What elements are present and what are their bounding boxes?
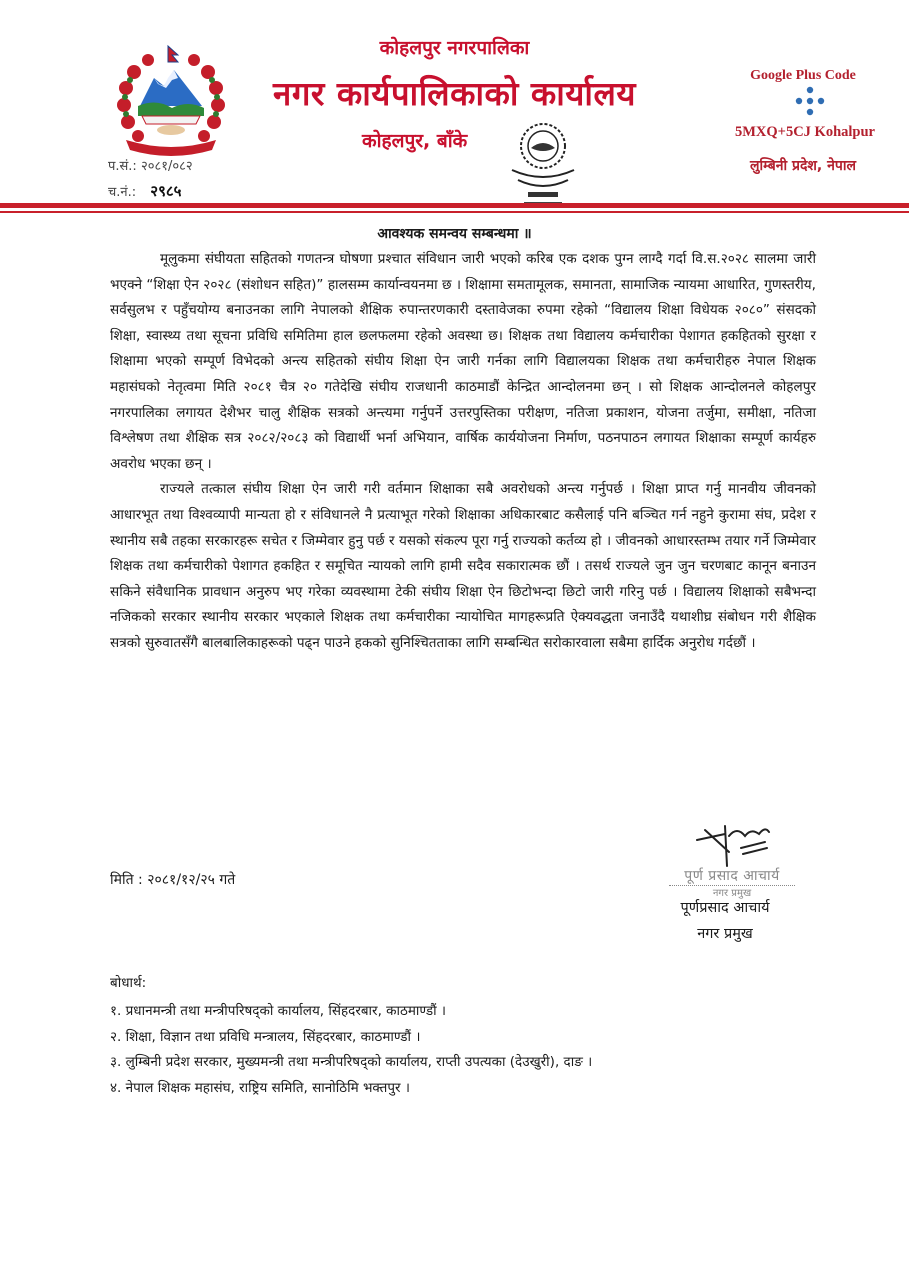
reference-label: प.सं.: xyxy=(108,159,137,174)
cc-label: बोधार्थ: xyxy=(110,975,147,991)
body-paragraph: मूलुकमा संघीयता सहितको गणतन्त्र घोषणा प्रश्चात संविधान जारी भएको करिब एक दशक पुग्न लाग्दै गर्दा वि.स.२०२८ सालमा जारी भएक्ने “शिक्षा ऐन २०२८ (संशोधन सहित)” हालसम्म कार्यान्वयनमा छ । शिक्षामा समतामूलक, समानता, सामाजिक न्यायमा आधारित, गुणस्तरीय, सर्वसुलभ र पहुँचयोग्य बनाउनका लागि नेपालको शैक्षिक रुपान्तरणकारी दस्तावेजका रुपमा रहेको “विद्यालय शिक्षा विधेयक २०८०” संसदको शिक्षा, स्वास्थ्य तथा सूचना प्रविधि समितिमा हाल छलफलमा रहेको अवस्था छ। शिक्षक तथा विद्यालय कर्मचारीका पेशागत हकहितको सुरक्षा र शिक्षामा भएको सम्पूर्ण विभेदको अन्त्य सहितको संघीय शिक्षा ऐन जारी गर्नका लागि विद्यालयका शिक्षक तथा कर्मचारीहरु नेपाल शिक्षक महासंघको नेतृत्वमा मिति २०८१ चैत्र २० गतेदेखि संघीय राजधानी काठमाडौं केन्द्रित आन्दोलनमा छन् । सो शिक्षक आन्दोलनले कोहलपुर नगरपालिका लगायत देशैभर चालु शैक्षिक सत्रको अन्त्यमा गर्नुपर्ने उत्तरपुस्तिका परीक्षण, नतिजा प्रकाशन, योजना तर्जुमा, समीक्षा, नतिजा विश्लेषण तथा शैक्षिक सत्र २०८२/२०८३ को विद्यार्थी भर्ना अभियान, वार्षिक कार्ययोजना निर्माण, पठनपाठन लगायत शिक्षाका सम्पूर्ण कार्यहरु अवरोध भएका छन् । xyxy=(110,251,816,472)
cc-item: ३. लुम्बिनी प्रदेश सरकार, मुख्यमन्त्री तथा मन्त्रीपरिषद्को कार्यालय, राप्ती उपत्यका (देउखुरी), दाङ । xyxy=(110,1054,593,1070)
dispatch-label: च.नं.: xyxy=(108,185,137,200)
stamp-title: नगर प्रमुख xyxy=(712,888,752,899)
letter-subject: आवश्यक समन्वय सम्बन्धमा ॥ xyxy=(377,226,532,242)
google-plus-code-label: Google Plus Code xyxy=(750,68,856,83)
body-paragraph: राज्यले तत्काल संघीय शिक्षा ऐन जारी गरी वर्तमान शिक्षाका सबै अवरोधको अन्त्य गर्नुपर्छ । शिक्षा प्राप्त गर्नु मानवीय जीवनको आधारभूत तथा विश्वव्यापी मान्यता हो र संविधानले नै प्रत्याभूत गरेको शिक्षाका अधिकारबाट कसैलाई पनि बञ्चित गर्न नहुने कुरामा संघ, प्रदेश र स्थानीय सबै तहका सरकारहरू सचेत र जिम्मेवार हुनु पर्छ र यसको संकल्प पूरा गर्नु राज्यको कर्तव्य हो । जीवनको आधारस्तम्भ तयार गर्ने जिम्मेवार शिक्षक तथा कर्मचारीको पेशागत हकहित र समूचित न्यायको लागि हामी सदैव सकारात्मक छौं । तसर्थ राज्यले जुन जुन चरणबाट कानून बनाउन सकिने संवैधानिक प्रावधान अनुरुप भए गरेका व्यवस्थामा टेकी संघीय शिक्षा ऐन छिटोभन्दा छिटो जारी गरिनु पर्छ । विद्यालय शिक्षाको सबैभन्दा नजिकको सरकार स्थानीय सरकार भएकाले शिक्षक तथा कर्मचारीका न्यायोचित मागहरूप्रति ऐक्यवद्धता जनाउँदै यथाशीघ्र संबोधन गरी शैक्षिक सत्रको सुरुवातसँगै बालबालिकाहरूको पढ्न पाउने हकको सुनिश्चितताका लागि सम्बन्धित सरोकारवाला सबैमा हार्दिक अनुरोध गर्दछौं । xyxy=(110,481,816,651)
reference-value: २०८१/०८२ xyxy=(140,159,193,174)
letter-date: मिति : २०८१/१२/२५ गते xyxy=(110,872,236,888)
dispatch-value: २९८५ xyxy=(150,182,182,200)
municipality-name: कोहलपुर नगरपालिका xyxy=(379,37,530,59)
office-seal xyxy=(498,118,588,214)
cc-item: २. शिक्षा, विज्ञान तथा प्रविधि मन्त्रालय, सिंहदरबार, काठमाण्डौं । xyxy=(110,1028,421,1045)
signer-name: पूर्णप्रसाद आचार्य xyxy=(680,900,770,916)
header-divider-thick xyxy=(0,203,909,208)
dispatch-number xyxy=(108,181,181,201)
cc-item: ४. नेपाल शिक्षक महासंघ, राष्ट्रिय समिति, सानोठिमि भक्तपुर । xyxy=(110,1079,410,1096)
province-label: लुम्बिनी प्रदेश, नेपाल xyxy=(750,158,856,174)
plus-code-value: 5MXQ+5CJ Kohalpur xyxy=(735,124,875,140)
reference-number xyxy=(108,156,193,174)
header-divider-thin xyxy=(0,211,909,213)
plus-code-dots-icon xyxy=(795,86,825,116)
office-seal-graphic xyxy=(498,118,588,214)
cc-item: १. प्रधानमन्त्री तथा मन्त्रीपरिषद्को कार्यालय, सिंहदरबार, काठमाण्डौं । xyxy=(110,1003,446,1019)
office-title: नगर कार्यपालिकाको कार्यालय xyxy=(273,74,636,113)
signer-title: नगर प्रमुख xyxy=(697,926,753,942)
stamp-name: पूर्ण प्रसाद आचार्य xyxy=(684,868,780,884)
handwritten-signature xyxy=(685,822,780,870)
letter-body xyxy=(110,247,816,657)
cc-list xyxy=(110,999,830,1101)
signature-block xyxy=(655,822,795,952)
office-location: कोहलपुर, बाँके xyxy=(362,130,468,152)
